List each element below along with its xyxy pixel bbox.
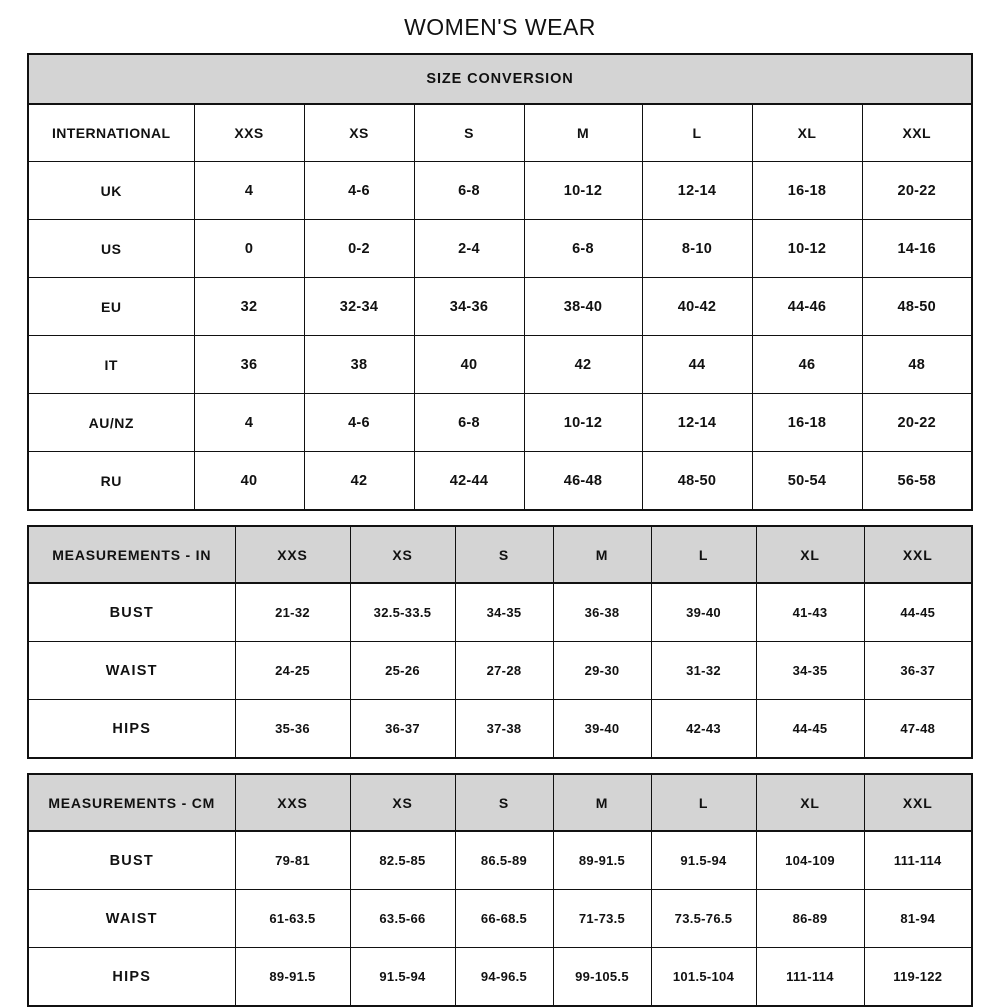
- table-cell: 42: [304, 452, 414, 511]
- table-cell: 0: [194, 220, 304, 278]
- table-cell: 42-44: [414, 452, 524, 511]
- row-label: UK: [28, 162, 194, 220]
- header-cell-s: S: [414, 104, 524, 162]
- table-cell: 34-35: [455, 583, 553, 642]
- table-cell: 29-30: [553, 642, 651, 700]
- header-cell-xs: XS: [304, 104, 414, 162]
- table-cell: 4-6: [304, 162, 414, 220]
- table-cell: 4: [194, 394, 304, 452]
- header-cell-xs: XS: [350, 526, 455, 583]
- table-row: [28, 220, 972, 278]
- table-cell: 73.5-76.5: [651, 890, 756, 948]
- table-cell: 46: [752, 336, 862, 394]
- table-cell: 44-46: [752, 278, 862, 336]
- table-cell: 41-43: [756, 583, 864, 642]
- header-cell-xxs: XXS: [194, 104, 304, 162]
- table-cell: 32: [194, 278, 304, 336]
- table-cell: 32-34: [304, 278, 414, 336]
- table-cell: 119-122: [864, 948, 972, 1007]
- table-row: [28, 642, 972, 700]
- row-label: EU: [28, 278, 194, 336]
- table-cell: 81-94: [864, 890, 972, 948]
- row-label: US: [28, 220, 194, 278]
- table-cell: 82.5-85: [350, 831, 455, 890]
- table-row: [28, 162, 972, 220]
- table-cell: 44: [642, 336, 752, 394]
- header-cell-l: L: [642, 104, 752, 162]
- table-cell: 61-63.5: [235, 890, 350, 948]
- table-cell: 25-26: [350, 642, 455, 700]
- table-cell: 39-40: [553, 700, 651, 759]
- size-conversion-banner-row: [28, 54, 972, 104]
- table-row: [28, 831, 972, 890]
- table-cell: 40-42: [642, 278, 752, 336]
- table-cell: 94-96.5: [455, 948, 553, 1007]
- table-cell: 89-91.5: [553, 831, 651, 890]
- table-cell: 99-105.5: [553, 948, 651, 1007]
- table-cell: 44-45: [864, 583, 972, 642]
- header-cell-xxl: XXL: [862, 104, 972, 162]
- table-cell: 50-54: [752, 452, 862, 511]
- size-conversion-header-row: [28, 104, 972, 162]
- table-cell: 38-40: [524, 278, 642, 336]
- table-row: [28, 394, 972, 452]
- row-label: IT: [28, 336, 194, 394]
- header-cell-xl: XL: [756, 526, 864, 583]
- page-title: WOMEN'S WEAR: [404, 14, 596, 40]
- table-row: [28, 700, 972, 759]
- table-cell: 40: [194, 452, 304, 511]
- table-cell: 39-40: [651, 583, 756, 642]
- table-cell: 79-81: [235, 831, 350, 890]
- table-cell: 16-18: [752, 394, 862, 452]
- table-cell: 12-14: [642, 162, 752, 220]
- table-row: [28, 948, 972, 1007]
- table-cell: 44-45: [756, 700, 864, 759]
- table-cell: 24-25: [235, 642, 350, 700]
- row-label: WAIST: [28, 890, 235, 948]
- table-row: [28, 452, 972, 511]
- table-cell: 48-50: [642, 452, 752, 511]
- table-cell: 104-109: [756, 831, 864, 890]
- table-cell: 10-12: [524, 162, 642, 220]
- table-cell: 91.5-94: [350, 948, 455, 1007]
- row-label: BUST: [28, 831, 235, 890]
- table-cell: 38: [304, 336, 414, 394]
- header-cell-xxs: XXS: [235, 774, 350, 831]
- table-cell: 91.5-94: [651, 831, 756, 890]
- row-label: RU: [28, 452, 194, 511]
- table-cell: 48: [862, 336, 972, 394]
- table-cell: 4-6: [304, 394, 414, 452]
- header-cell-international: INTERNATIONAL: [28, 104, 194, 162]
- table-cell: 0-2: [304, 220, 414, 278]
- header-cell-xl: XL: [752, 104, 862, 162]
- measurements-in-header-row: [28, 526, 972, 583]
- table-cell: 6-8: [414, 394, 524, 452]
- row-label: HIPS: [28, 700, 235, 759]
- row-label: WAIST: [28, 642, 235, 700]
- table-cell: 6-8: [524, 220, 642, 278]
- table-cell: 40: [414, 336, 524, 394]
- table-cell: 111-114: [864, 831, 972, 890]
- table-cell: 42: [524, 336, 642, 394]
- table-cell: 32.5-33.5: [350, 583, 455, 642]
- table-cell: 42-43: [651, 700, 756, 759]
- table-cell: 6-8: [414, 162, 524, 220]
- table-cell: 31-32: [651, 642, 756, 700]
- table-row: [28, 583, 972, 642]
- measurements-cm-table: [27, 773, 973, 1007]
- header-cell-measurements-cm: MEASUREMENTS - CM: [28, 774, 235, 831]
- row-label: BUST: [28, 583, 235, 642]
- table-row: [28, 278, 972, 336]
- header-cell-xl: XL: [756, 774, 864, 831]
- header-cell-xxs: XXS: [235, 526, 350, 583]
- table-cell: 2-4: [414, 220, 524, 278]
- table-cell: 36-37: [864, 642, 972, 700]
- header-cell-s: S: [455, 526, 553, 583]
- header-cell-l: L: [651, 526, 756, 583]
- table-cell: 20-22: [862, 394, 972, 452]
- header-cell-measurements-in: MEASUREMENTS - IN: [28, 526, 235, 583]
- row-label: AU/NZ: [28, 394, 194, 452]
- table-cell: 8-10: [642, 220, 752, 278]
- header-cell-xxl: XXL: [864, 774, 972, 831]
- table-cell: 21-32: [235, 583, 350, 642]
- table-cell: 63.5-66: [350, 890, 455, 948]
- table-cell: 66-68.5: [455, 890, 553, 948]
- table-cell: 46-48: [524, 452, 642, 511]
- table-cell: 10-12: [752, 220, 862, 278]
- table-cell: 34-36: [414, 278, 524, 336]
- header-cell-xxl: XXL: [864, 526, 972, 583]
- header-cell-m: M: [553, 774, 651, 831]
- table-cell: 101.5-104: [651, 948, 756, 1007]
- table-cell: 10-12: [524, 394, 642, 452]
- size-conversion-banner: SIZE CONVERSION: [28, 54, 972, 104]
- table-cell: 36-38: [553, 583, 651, 642]
- header-cell-m: M: [553, 526, 651, 583]
- table-cell: 34-35: [756, 642, 864, 700]
- table-cell: 27-28: [455, 642, 553, 700]
- table-cell: 71-73.5: [553, 890, 651, 948]
- table-row: [28, 336, 972, 394]
- header-cell-xs: XS: [350, 774, 455, 831]
- table-cell: 36: [194, 336, 304, 394]
- table-cell: 20-22: [862, 162, 972, 220]
- table-cell: 86-89: [756, 890, 864, 948]
- table-row: [28, 890, 972, 948]
- table-cell: 48-50: [862, 278, 972, 336]
- table-cell: 86.5-89: [455, 831, 553, 890]
- table-cell: 35-36: [235, 700, 350, 759]
- table-cell: 16-18: [752, 162, 862, 220]
- header-cell-s: S: [455, 774, 553, 831]
- measurements-cm-header-row: [28, 774, 972, 831]
- table-cell: 47-48: [864, 700, 972, 759]
- table-cell: 12-14: [642, 394, 752, 452]
- table-cell: 4: [194, 162, 304, 220]
- table-cell: 89-91.5: [235, 948, 350, 1007]
- header-cell-m: M: [524, 104, 642, 162]
- table-cell: 36-37: [350, 700, 455, 759]
- table-cell: 56-58: [862, 452, 972, 511]
- table-cell: 37-38: [455, 700, 553, 759]
- measurements-in-table: [27, 525, 973, 759]
- row-label: HIPS: [28, 948, 235, 1007]
- table-cell: 111-114: [756, 948, 864, 1007]
- table-cell: 14-16: [862, 220, 972, 278]
- header-cell-l: L: [651, 774, 756, 831]
- size-conversion-table: [27, 53, 973, 511]
